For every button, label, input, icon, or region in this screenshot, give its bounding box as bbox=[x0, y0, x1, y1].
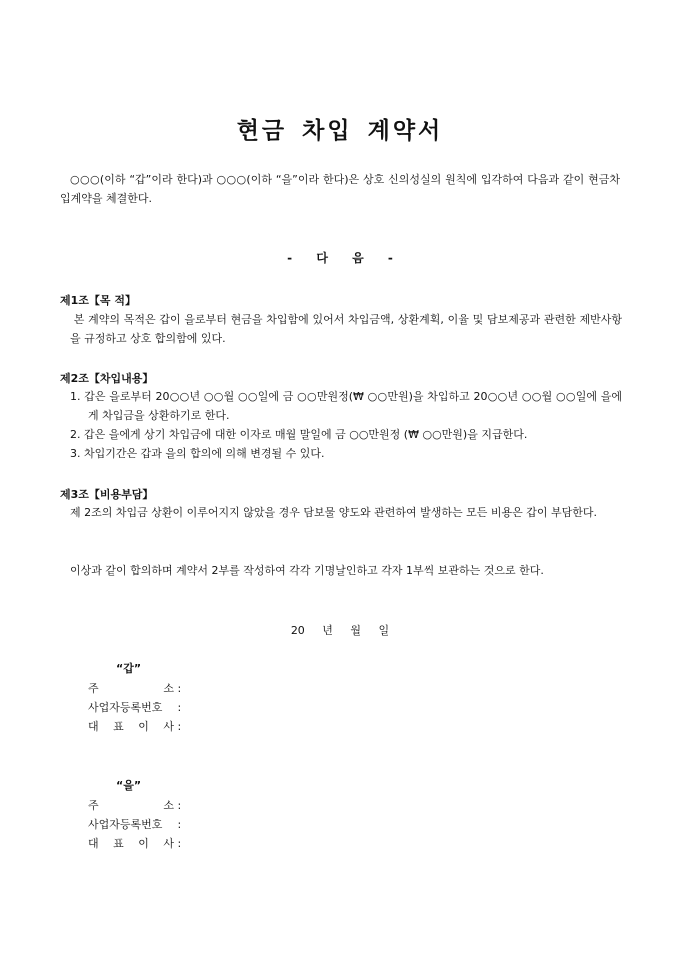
field-label: 주 소 bbox=[88, 682, 174, 695]
party-a-business-number-field bbox=[88, 699, 181, 715]
article-2-item: 2. 갑은 을에게 상기 차입금에 대한 이자로 매월 말일에 금 ○○만원정 (₩ ○○만원)을 지급한다. bbox=[70, 428, 528, 441]
field-separator: : bbox=[177, 799, 182, 812]
field-separator: : bbox=[177, 837, 182, 850]
article-3-title: 제3조【비용부담】 bbox=[60, 488, 154, 501]
field-separator: : bbox=[177, 720, 182, 733]
article-3-body: 제 2조의 차입금 상환이 이루어지지 않았을 경우 담보물 양도와 관련하여 발생하는 모든 비용은 갑이 부담한다. bbox=[70, 506, 597, 519]
article-2-item: 1. 갑은 을로부터 20○○년 ○○월 ○○일에 금 ○○만원정(₩ ○○만원)을 차입하고 20○○년 ○○월 ○○일에 을에게 차입금을 상환하기로 한다. bbox=[70, 390, 622, 422]
field-separator: : bbox=[177, 682, 182, 695]
article-1-body-text: 본 계약의 목적은 갑이 을로부터 현금을 차입함에 있어서 차입금액, 상환계획, 이율 및 담보제공과 관련한 제반사항을 규정하고 상호 합의함에 있다. bbox=[70, 313, 622, 345]
field-label: 사업자등록번호 bbox=[88, 818, 163, 831]
article-2-item: 3. 차입기간은 갑과 을의 합의에 의해 변경될 수 있다. bbox=[70, 447, 325, 460]
article-2-title: 제2조【차입내용】 bbox=[60, 372, 154, 385]
article-2-list bbox=[70, 387, 622, 463]
field-separator: : bbox=[177, 701, 182, 714]
intro-paragraph: ○○○(이하 “갑”이라 한다)과 ○○○(이하 “을”이라 한다)은 상호 신의성실의 원칙에 입각하여 다음과 같이 현금차입계약을 체결한다. bbox=[60, 173, 620, 205]
field-label: 사업자등록번호 bbox=[88, 701, 163, 714]
document-title: 현금 차입 계약서 bbox=[236, 118, 444, 144]
party-b-business-number-field bbox=[88, 816, 181, 832]
closing-paragraph: 이상과 같이 합의하며 계약서 2부를 작성하여 각각 기명날인하고 각자 1부씩 보관하는 것으로 한다. bbox=[70, 564, 544, 577]
party-a-label: “갑” bbox=[116, 662, 142, 675]
party-a-address-field bbox=[88, 680, 181, 696]
field-label: 대 표 이 사 bbox=[88, 837, 174, 850]
party-b-address-field bbox=[88, 797, 181, 813]
field-label: 주 소 bbox=[88, 799, 174, 812]
party-b-label: “을” bbox=[116, 779, 142, 792]
article-1-title: 제1조【목 적】 bbox=[60, 294, 136, 307]
article-1-body bbox=[70, 310, 622, 348]
party-b-ceo-field bbox=[88, 835, 181, 851]
field-label: 대 표 이 사 bbox=[88, 720, 174, 733]
field-separator: : bbox=[177, 818, 182, 831]
section-divider-heading: - 다 음 - bbox=[287, 251, 393, 265]
party-a-ceo-field bbox=[88, 718, 181, 734]
date-line: 20 년 월 일 bbox=[290, 624, 390, 637]
